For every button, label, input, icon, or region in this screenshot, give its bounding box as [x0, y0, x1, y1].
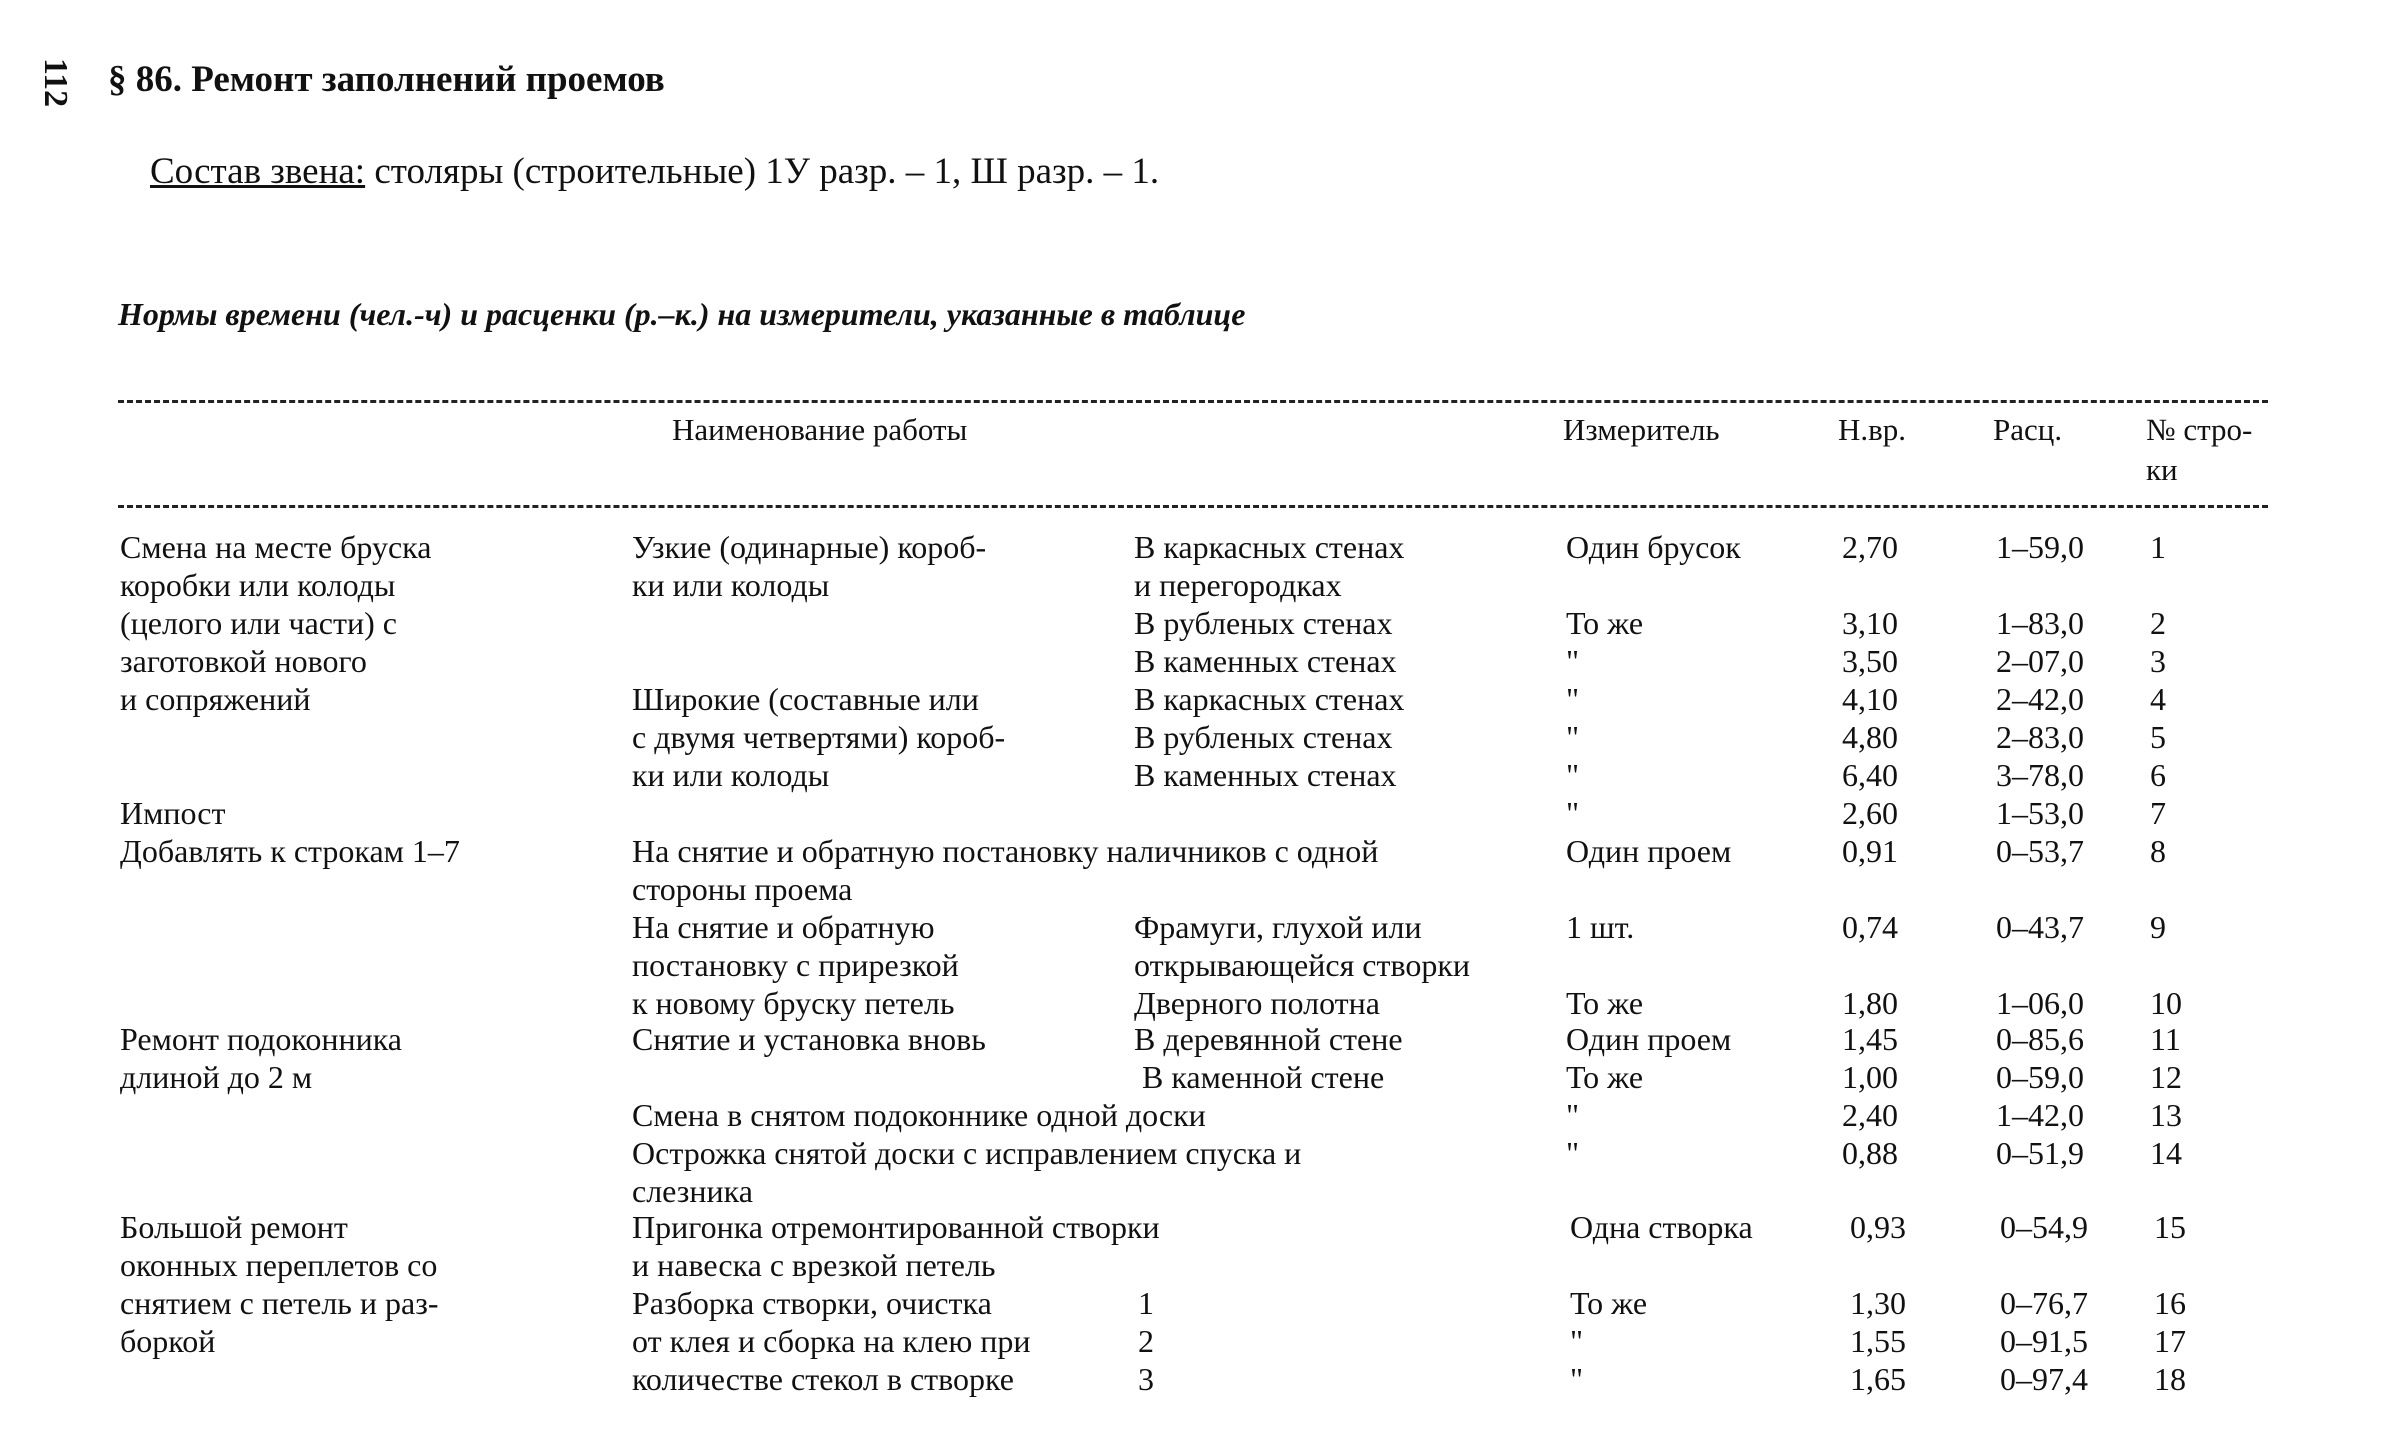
rate-cell: 2–83,0 [1996, 719, 2084, 755]
col2-line: количестве стекол в створке [632, 1361, 1014, 1397]
row-number-cell: 3 [2150, 643, 2166, 679]
col2-line: ки или колоды [632, 757, 830, 793]
unit-cell: Один проем [1566, 1021, 1732, 1057]
col3-line: 1 [1138, 1285, 1154, 1321]
norm-time-cell: 0,93 [1850, 1209, 1906, 1245]
norm-time-cell: 2,60 [1842, 795, 1898, 831]
unit-cell: " [1566, 643, 1580, 679]
crew-label: Состав звена: [150, 151, 366, 192]
rate-cell: 1–53,0 [1996, 795, 2084, 831]
rate-cell: 2–42,0 [1996, 681, 2084, 717]
col1-line: коробки или колоды [120, 567, 396, 603]
col2-line: Широкие (составные или [632, 681, 979, 717]
rate-cell: 1–06,0 [1996, 985, 2084, 1021]
norm-time-cell: 1,45 [1842, 1021, 1898, 1057]
norm-time-cell: 1,55 [1850, 1323, 1906, 1359]
unit-cell: То же [1566, 985, 1644, 1021]
unit-cell: То же [1570, 1285, 1648, 1321]
unit-cell: " [1566, 795, 1580, 831]
row-number-cell: 18 [2154, 1361, 2186, 1397]
row-number-cell: 15 [2154, 1209, 2186, 1245]
col3-line: В каменных стенах [1134, 643, 1397, 679]
rate-cell: 1–42,0 [1996, 1097, 2084, 1133]
rate-cell: 0–76,7 [2000, 1285, 2088, 1321]
unit-cell: " [1566, 681, 1580, 717]
unit-cell: 1 шт. [1566, 909, 1635, 945]
rate-cell: 1–59,0 [1996, 529, 2084, 565]
col3-line: 2 [1138, 1323, 1154, 1359]
norm-time-cell: 2,70 [1842, 529, 1898, 565]
col1-line: длиной до 2 м [120, 1059, 313, 1095]
col3-line: В каменных стенах [1134, 757, 1397, 793]
header-work-name: Наименование работы [672, 412, 968, 447]
norm-time-cell: 6,40 [1842, 757, 1898, 793]
crew-text: столяры (строительные) 1У разр. – 1, Ш разр. – 1. [365, 151, 1160, 192]
rate-cell: 1–83,0 [1996, 605, 2084, 641]
unit-cell: Один брусок [1566, 529, 1741, 565]
col3-line: и перегородках [1134, 567, 1342, 603]
rate-cell: 3–78,0 [1996, 757, 2084, 793]
col2-line: Снятие и установка вновь [632, 1021, 986, 1057]
col2-line: На снятие и обратную постановку наличников с одной [632, 833, 1379, 869]
table-top-rule [118, 400, 2268, 403]
rate-cell: 0–97,4 [2000, 1361, 2088, 1397]
col1-line: Импост [120, 795, 226, 831]
rate-cell: 2–07,0 [1996, 643, 2084, 679]
col3-line: В рубленых стенах [1134, 605, 1393, 641]
col2-line: слезника [632, 1173, 753, 1209]
norm-time-cell: 3,50 [1842, 643, 1898, 679]
norm-time-cell: 1,80 [1842, 985, 1898, 1021]
unit-cell: Один проем [1566, 833, 1732, 869]
unit-cell: То же [1566, 1059, 1644, 1095]
norm-time-cell: 4,80 [1842, 719, 1898, 755]
col3-line: Фрамуги, глухой или [1134, 909, 1422, 945]
col2-line: стороны проема [632, 871, 853, 907]
row-number-cell: 16 [2154, 1285, 2186, 1321]
section-title: § 86. Ремонт заполнений проемов [108, 59, 665, 100]
col2-line: к новому бруску петель [632, 985, 955, 1021]
col3-line: В каменной стене [1142, 1059, 1385, 1095]
col2-line: постановку с прирезкой [632, 947, 959, 983]
col1-line: (целого или части) с [120, 605, 397, 641]
unit-cell: " [1566, 719, 1580, 755]
col1-line: Ремонт подоконника [120, 1021, 402, 1057]
rate-cell: 0–43,7 [1996, 909, 2084, 945]
row-number-cell: 13 [2150, 1097, 2182, 1133]
col2-line: Разборка створки, очистка [632, 1285, 992, 1321]
norm-time-cell: 0,74 [1842, 909, 1898, 945]
unit-cell: " [1570, 1323, 1584, 1359]
unit-cell: То же [1566, 605, 1644, 641]
col1-line: Добавлять к строкам 1–7 [120, 833, 460, 869]
header-row-no-line1: № стро- [2146, 412, 2253, 447]
col2-line: от клея и сборка на клею при [632, 1323, 1031, 1359]
row-number-cell: 9 [2150, 909, 2166, 945]
rate-cell: 0–91,5 [2000, 1323, 2088, 1359]
col3-line: открывающейся створки [1134, 947, 1471, 983]
rate-cell: 0–54,9 [2000, 1209, 2088, 1245]
unit-cell: " [1566, 1135, 1580, 1171]
unit-cell: " [1566, 757, 1580, 793]
header-row-no-line2: ки [2146, 452, 2178, 487]
rate-cell: 0–85,6 [1996, 1021, 2084, 1057]
col1-line: боркой [120, 1323, 216, 1359]
header-norm-time: Н.вр. [1838, 412, 1907, 447]
row-number-cell: 2 [2150, 605, 2166, 641]
col1-line: снятием с петель и раз- [120, 1285, 439, 1321]
norm-time-cell: 0,91 [1842, 833, 1898, 869]
col3-line: Дверного полотна [1134, 985, 1380, 1021]
col1-line: Смена на месте бруска [120, 529, 432, 565]
col3-line: В каркасных стенах [1134, 681, 1405, 717]
row-number-cell: 10 [2150, 985, 2182, 1021]
row-number-cell: 1 [2150, 529, 2166, 565]
col2-line: ки или колоды [632, 567, 830, 603]
norms-caption: Нормы времени (чел.-ч) и расценки (р.–к.) на измерители, указанные в таблице [118, 296, 1246, 332]
col2-line: и навеска с врезкой петель [632, 1247, 996, 1283]
row-number-cell: 11 [2150, 1021, 2181, 1057]
row-number-cell: 12 [2150, 1059, 2182, 1095]
col2-line: Смена в снятом подоконнике одной доски [632, 1097, 1206, 1133]
row-number-cell: 17 [2154, 1323, 2186, 1359]
row-number-cell: 14 [2150, 1135, 2182, 1171]
norm-time-cell: 3,10 [1842, 605, 1898, 641]
col2-line: Острожка снятой доски с исправлением спуска и [632, 1135, 1302, 1171]
unit-cell: Одна створка [1570, 1209, 1753, 1245]
unit-cell: " [1566, 1097, 1580, 1133]
crew-composition [150, 150, 1159, 193]
page-number: 112 [37, 58, 74, 108]
col2-line: с двумя четвертями) короб- [632, 719, 1006, 755]
row-number-cell: 4 [2150, 681, 2166, 717]
table-header-rule [118, 505, 2268, 508]
rate-cell: 0–51,9 [1996, 1135, 2084, 1171]
row-number-cell: 8 [2150, 833, 2166, 869]
header-rate: Расц. [1993, 412, 2063, 447]
col1-line: Большой ремонт [120, 1209, 348, 1245]
col3-line: В рубленых стенах [1134, 719, 1393, 755]
col3-line: 3 [1138, 1361, 1154, 1397]
col3-line: В каркасных стенах [1134, 529, 1405, 565]
row-number-cell: 5 [2150, 719, 2166, 755]
norm-time-cell: 1,30 [1850, 1285, 1906, 1321]
norm-time-cell: 4,10 [1842, 681, 1898, 717]
col1-line: и сопряжений [120, 681, 311, 717]
col2-line: Пригонка отремонтированной створки [632, 1209, 1160, 1245]
col3-line: В деревянной стене [1134, 1021, 1403, 1057]
norm-time-cell: 2,40 [1842, 1097, 1898, 1133]
rate-cell: 0–53,7 [1996, 833, 2084, 869]
rate-cell: 0–59,0 [1996, 1059, 2084, 1095]
norm-time-cell: 0,88 [1842, 1135, 1898, 1171]
col1-line: заготовкой нового [120, 643, 367, 679]
col1-line: оконных переплетов со [120, 1247, 438, 1283]
row-number-cell: 6 [2150, 757, 2166, 793]
norm-time-cell: 1,00 [1842, 1059, 1898, 1095]
header-unit: Измеритель [1563, 412, 1720, 447]
norm-time-cell: 1,65 [1850, 1361, 1906, 1397]
unit-cell: " [1570, 1361, 1584, 1397]
col2-line: На снятие и обратную [632, 909, 935, 945]
row-number-cell: 7 [2150, 795, 2166, 831]
col2-line: Узкие (одинарные) короб- [632, 529, 987, 565]
